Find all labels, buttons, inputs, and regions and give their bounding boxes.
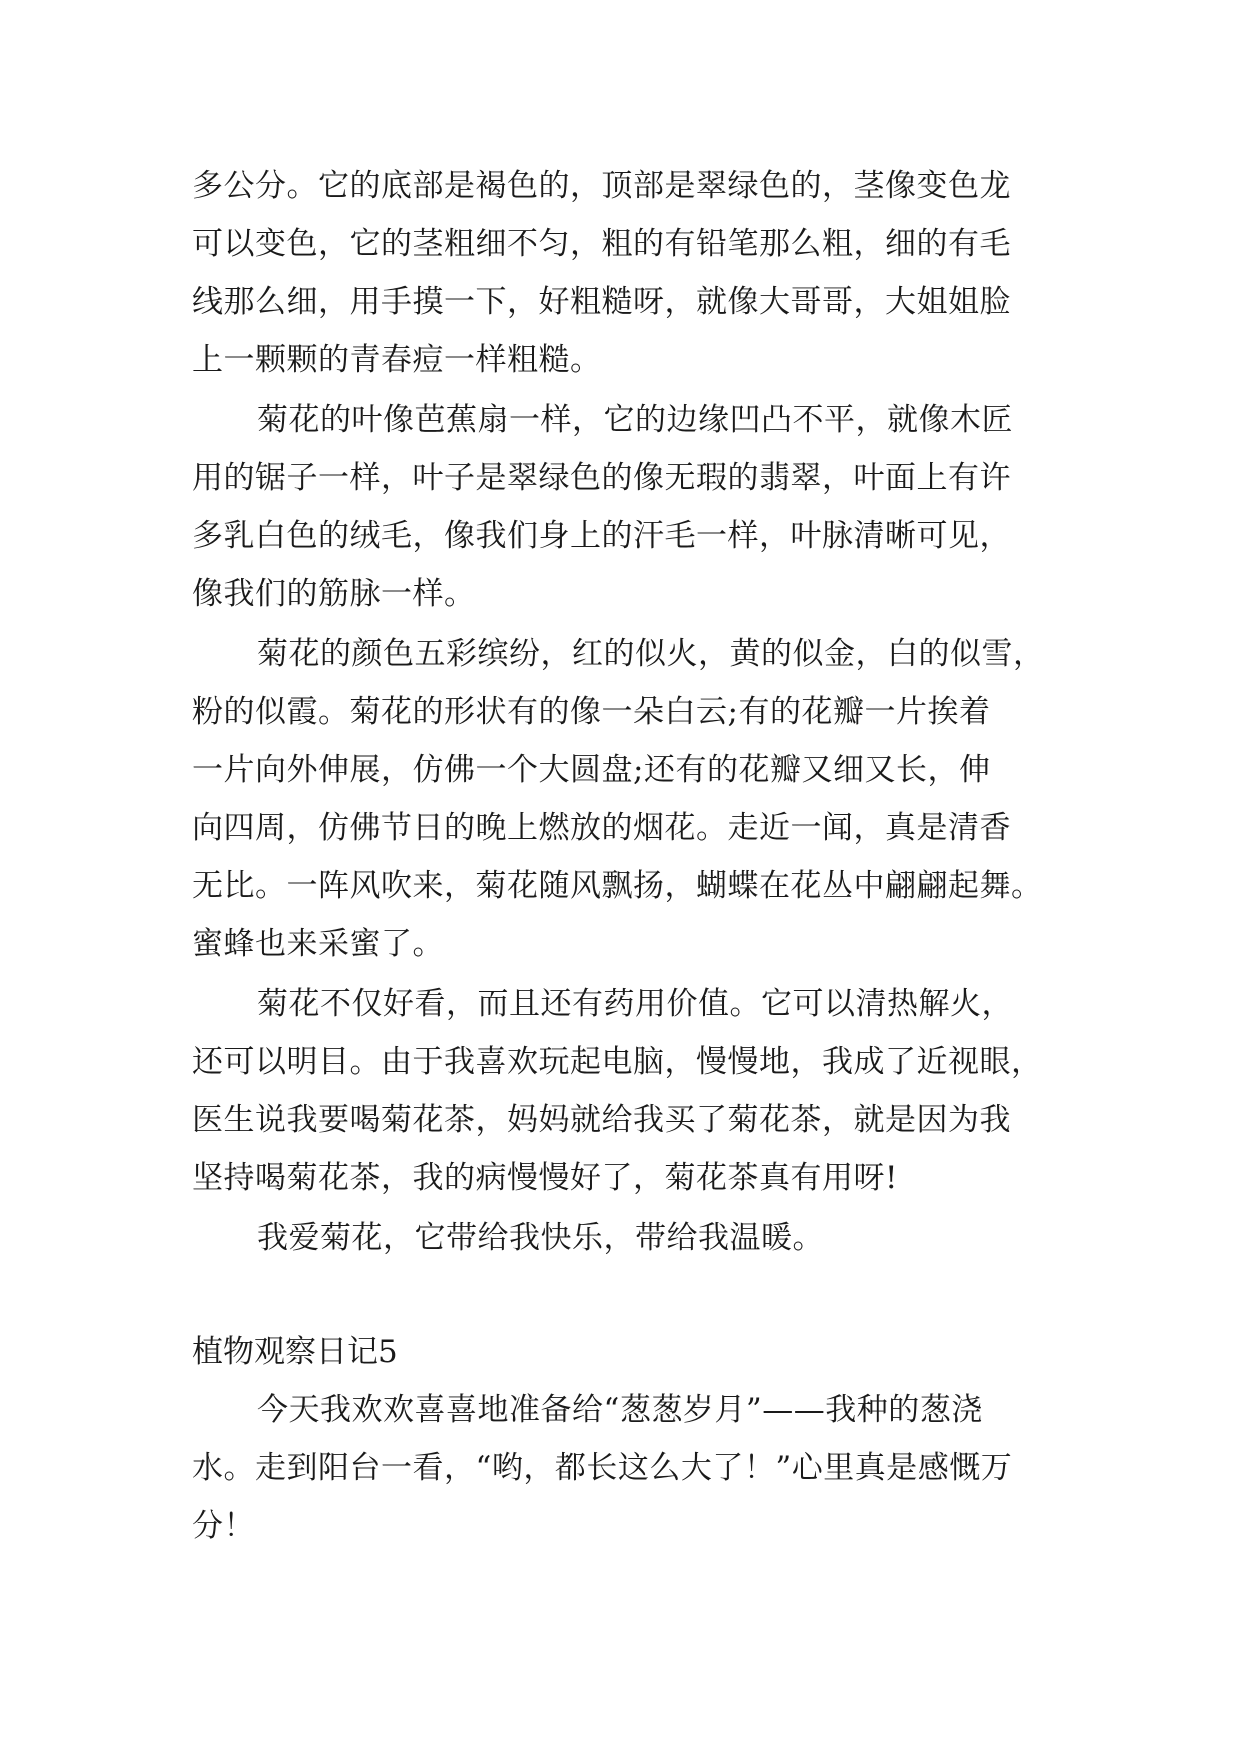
paragraph-line: 菊花的叶像芭蕉扇一样，它的边缘凹凸不平，就像木匠 xyxy=(257,402,1013,438)
paragraph-line: 今天我欢欢喜喜地准备给“葱葱岁月”——我种的葱浇 xyxy=(257,1392,983,1428)
paragraph-line: 线那么细，用手摸一下，好粗糙呀，就像大哥哥，大姐姐脸 xyxy=(192,284,1011,320)
paragraph-line: 蜜蜂也来采蜜了。 xyxy=(192,926,444,962)
paragraph-line: 用的锯子一样，叶子是翠绿色的像无瑕的翡翠，叶面上有许 xyxy=(192,460,1011,496)
paragraph-line: 一片向外伸展，仿佛一个大圆盘;还有的花瓣又细又长，伸 xyxy=(192,752,991,788)
paragraph-line: 多乳白色的绒毛，像我们身上的汗毛一样，叶脉清晰可见， xyxy=(192,518,1011,554)
paragraph-line: 可以变色，它的茎粗细不匀，粗的有铅笔那么粗，细的有毛 xyxy=(192,226,1011,262)
paragraph-line: 像我们的筋脉一样。 xyxy=(192,576,476,612)
paragraph-line: 我爱菊花，它带给我快乐，带给我温暖。 xyxy=(257,1220,824,1256)
section-heading: 植物观察日记5 xyxy=(192,1334,398,1370)
paragraph-line: 无比。一阵风吹来，菊花随风飘扬，蝴蝶在花丛中翩翩起舞。 xyxy=(192,868,1043,904)
paragraph-line: 坚持喝菊花茶，我的病慢慢好了，菊花茶真有用呀! xyxy=(192,1160,898,1196)
paragraph-line: 分！ xyxy=(192,1508,255,1544)
paragraph-line: 还可以明目。由于我喜欢玩起电脑，慢慢地，我成了近视眼， xyxy=(192,1044,1043,1080)
paragraph-line: 向四周，仿佛节日的晚上燃放的烟花。走近一闻，真是清香 xyxy=(192,810,1011,846)
paragraph-line: 粉的似霞。菊花的形状有的像一朵白云;有的花瓣一片挨着 xyxy=(192,694,991,730)
paragraph-line: 菊花的颜色五彩缤纷，红的似火，黄的似金，白的似雪， xyxy=(257,636,1045,672)
paragraph-line: 上一颗颗的青春痘一样粗糙。 xyxy=(192,342,602,378)
paragraph-line: 菊花不仅好看，而且还有药用价值。它可以清热解火， xyxy=(257,986,1013,1022)
paragraph-line: 水。走到阳台一看，“哟，都长这么大了！”心里真是感慨万 xyxy=(192,1450,1013,1486)
paragraph-line: 医生说我要喝菊花茶，妈妈就给我买了菊花茶，就是因为我 xyxy=(192,1102,1011,1138)
paragraph-line: 多公分。它的底部是褐色的，顶部是翠绿色的，茎像变色龙 xyxy=(192,168,1011,204)
